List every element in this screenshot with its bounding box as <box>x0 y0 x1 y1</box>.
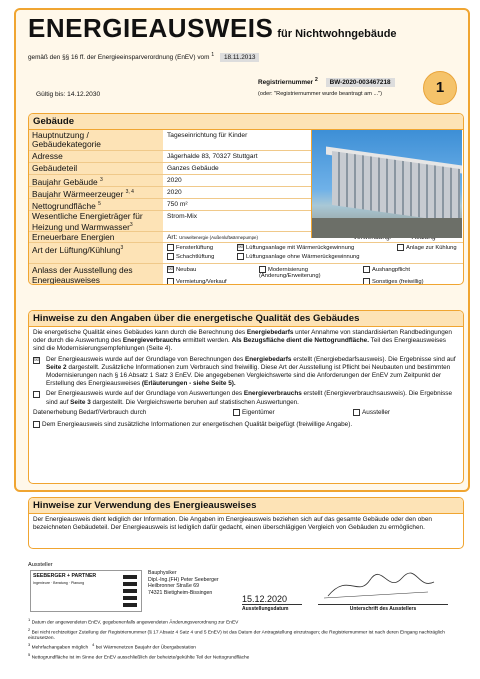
signature <box>318 568 438 604</box>
occasion-modernization[interactable]: Modernisierung (Änderung/Erweiterung) <box>259 267 321 280</box>
signature-label: Unterschrift des Ausstellers <box>318 604 448 612</box>
usage-section <box>28 497 464 549</box>
registration-value: BW-2020-003467218 <box>326 78 395 87</box>
occasion-other[interactable]: Sonstiges (freiwillig) <box>363 278 424 285</box>
option-additional-info[interactable]: Dem Energieausweis sind zusätzliche Informationen zur energetischen Qualität beigefügt (freiwillige Angabe). <box>33 421 459 429</box>
vent-window[interactable]: Fensterlüftung <box>167 244 213 251</box>
issuer-address: Bauphysiker Dipl.-Ing.(FH) Peter Seeberger Heilbronner Straße 69 74321 Bietigheim-Bissingen <box>148 570 219 596</box>
vent-no-recovery[interactable]: Lüftungsanlage ohne Wärmerückgewinnung <box>237 253 359 260</box>
document-title: ENERGIEAUSWEIS für Nichtwohngebäude <box>28 13 397 43</box>
row-occasion: Anlass der Ausstellung des Energieausweises ☒ Neubau Modernisierung (Änderung/Erweiterung) Aushangpflicht Vermietung/Verkauf Sonstiges (freiwillig) <box>29 264 463 285</box>
registration-number: Registriernummer $^2$ BW-2020-003467218 <box>258 77 395 86</box>
occasion-rent-sale[interactable]: Vermietung/Verkauf <box>167 278 227 285</box>
issue-date-label: Ausstellungsdatum <box>242 604 302 612</box>
page-number-badge: 1 <box>423 71 457 105</box>
row-building-part: Gebäudeteil Ganzes Gebäude <box>29 163 311 175</box>
row-energy-carrier: Wesentliche Energieträger für Heizung und Warmwasser$^3$ Strom-Mix <box>29 211 311 232</box>
issue-date: 15.12.2020 <box>242 594 288 604</box>
option-consumption-certificate[interactable]: Der Energieausweis wurde auf der Grundlage von Auswertungen des Energieverbrauchs erstellt (Energieverbrauchsausweis). Die Ergebnisse sind auf Seite 3 dargestellt. Die Vergleichswerte beruhen auf statistischen Auswertungen. <box>33 390 459 406</box>
quality-hints-intro: Die energetische Qualität eines Gebäudes kann durch die Berechnung des Energiebedarfs unter Annahme von standardisierten Randbedingungen oder durch die Auswertung des Energieverbrauchs ermittelt werden. Als Bezugsfläche dient die Nettogrundfläche. Teil des Energieausweises sind die Modernisierungsempfehlungen (Seite 4). <box>33 329 452 353</box>
vent-cooling[interactable]: Anlage zur Kühlung <box>397 244 463 251</box>
row-address: Adresse Jägerhalde 83, 70327 Stuttgart <box>29 151 311 163</box>
header <box>28 14 458 61</box>
row-floor-area: Nettogrundfläche $^5$ 750 m² <box>29 199 311 211</box>
data-by-owner[interactable]: Eigentümer <box>233 409 275 417</box>
vent-heat-recovery[interactable]: ☒ Lüftungsanlage mit Wärmerückgewinnung <box>238 244 355 252</box>
vent-shaft[interactable]: Schachtlüftung <box>167 253 214 260</box>
data-by-issuer[interactable]: Aussteller <box>353 409 390 417</box>
occasion-new-build[interactable]: ☒ Neubau <box>168 266 197 274</box>
quality-hints-section <box>28 310 464 484</box>
row-main-use: Hauptnutzung / Gebäudekategorie Tageseinrichtung für Kinder <box>29 130 311 151</box>
building-section <box>28 113 464 285</box>
row-heater-year: Baujahr Wärmeerzeuger $^{3, 4}$ 2020 <box>29 187 311 199</box>
issuer-block <box>28 562 462 612</box>
option-demand-certificate[interactable]: ☒ Der Energieausweis wurde auf der Grundlage von Berechnungen des Energiebedarfs erstellt (Energiebedarfsausweis). Die Ergebnisse sind auf Seite 2 dargestellt. Zusätzliche Informationen zum Verbrauch sind freiwillig. Diese Art der Ausstellung ist Pflicht bei Neubauten und bestimmten Modernisierungen nach § 16 Absatz 1 Satz 3 EnEV. Die angegebenen Vergleichswerte sind die Anforderungen der EnEV zum Zeitpunkt der Erstellung des Energieausweises (Erläuterungen - siehe Seite 5). <box>34 355 456 388</box>
regulation-line: gemäß den §§ 16 ff. der Energieeinsparverordnung (EnEV) vom $^1$ 18.11.2013 <box>28 52 458 61</box>
row-renewable: Erneuerbare Energien Art: Umweltenergie (Außenluftwärmepumpe) <box>29 232 463 243</box>
document-subtitle: für Nichtwohngebäude <box>277 28 397 40</box>
footnotes: $^1$ Datum der angewendeten EnEV, gegebenenfalls angewendeten Änderungsverordnung zur EnEV $^2$ Bei nicht rechtzeitiger Zuteilung der Registriernummer (§ 17 Absatz 4 Satz 4 und 5 EnEV) ist das Datum der Antragstellung einzutragen; die Registriernummer ist nach deren Eingang nachträglich einzusetzen. $^3$ Mehrfachangaben möglich $^4$ bei Wärmenetzen Baujahr der Übergabestation $^5$ Nettogrundfläche ist im Sinne der EnEV ausschließlich der beheizte/gekühlte Teil der Nettogrundfläche <box>28 617 445 661</box>
occasion-display[interactable]: Aushangpflicht <box>363 266 410 273</box>
issuer-logo: SEEBERGER + PARTNER Ingenieure · Beratung · Planung <box>30 570 142 612</box>
row-construction-year: Baujahr Gebäude $^3$ 2020 <box>29 175 311 187</box>
building-photo <box>311 130 462 238</box>
registration-note: (oder: "Registriernummer wurde beantragt am ...") <box>258 91 382 97</box>
quality-hints-title: Hinweise zu den Angaben über die energetische Qualität des Gebäudes <box>29 311 463 327</box>
issuer-label: Aussteller <box>28 562 53 568</box>
usage-text: Der Energieausweis dient lediglich der Information. Die Angaben im Energieausweis beziehen sich auf das gesamte Gebäude oder den oben bezeichneten Gebäudeteil. Der Energieausweis ist lediglich dafür gedacht, einen überschlägigen Vergleich von Gebäuden zu ermöglichen. <box>33 516 432 532</box>
valid-until: Gültig bis: 14.12.2030 <box>36 91 101 98</box>
data-collection-row: Datenerhebung Bedarf/Verbrauch durch Eigentümer Aussteller <box>33 408 391 417</box>
usage-title: Hinweise zur Verwendung des Energieausweises <box>29 498 463 514</box>
building-section-title: Gebäude <box>29 114 463 130</box>
row-ventilation: Art der Lüftung/Kühlung$^3$ Fensterlüftung ☒ Lüftungsanlage mit Wärmerückgewinnung Anlage zur Kühlung Schachtlüftung Lüftungsanlage ohne Wärmerückgewinnung <box>29 243 463 264</box>
regulation-date: 18.11.2013 <box>220 53 260 62</box>
